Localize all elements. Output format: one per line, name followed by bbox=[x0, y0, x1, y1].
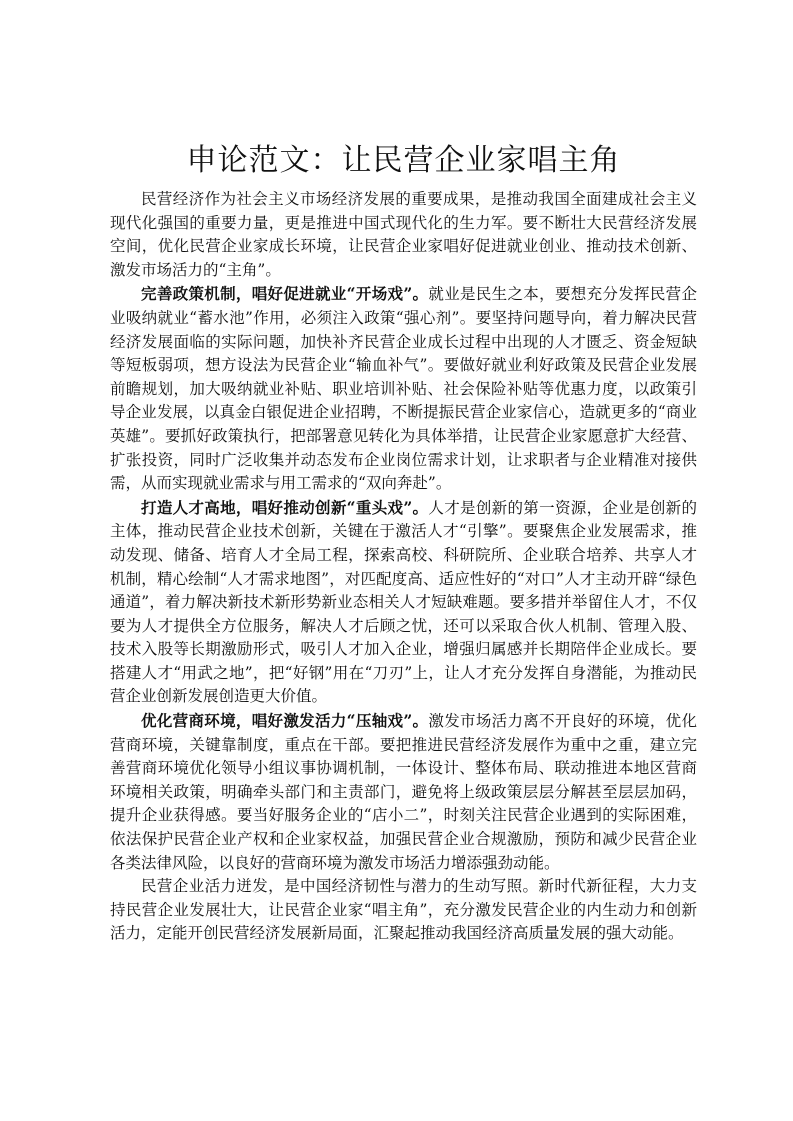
paragraph-text: 民营企业活力迸发，是中国经济韧性与潜力的生动写照。新时代新征程，大力支持民营企业发展壮大，让民营企业家“唱主角”，充分激发民营企业的内生动力和创新活力，定能开创民营经济发展新局面，汇聚起推动我国经济高质量发展的强大动能。 bbox=[110, 877, 697, 943]
paragraph-text: 激发市场活力离不开良好的环境，优化营商环境，关键靠制度，重点在干部。要把推进民营经济发展作为重中之重，建立完善营商环境优化领导小组议事协调机制，一体设计、整体布局、联动推进本地区营商环境相关政策，明确牵头部门和主责部门，避免将上级政策层层分解甚至层层加码，提升企业获得感。要当好服务企业的“店小二”，时刻关注民营企业遇到的实际困难，依法保护民营企业产权和企业家权益，加强民营企业合规激励，预防和减少民营企业各类法律风险，以良好的营商环境为激发市场活力增添强劲动能。 bbox=[110, 712, 697, 872]
section-paragraph-employment bbox=[110, 282, 697, 495]
section-heading-talent: 打造人才高地，唱好推动创新“重头戏”。 bbox=[141, 497, 429, 517]
paragraph-text: 就业是民生之本，要想充分发挥民营企业吸纳就业“蓄水池”作用，必须注入政策“强心剂”。要坚持问题导向，着力解决民营经济发展面临的实际问题，加快补齐民营企业成长过程中出现的人才匮乏、资金短缺等短板弱项，想方设法为民营企业“输血补气”。要做好就业利好政策及民营企业发展前瞻规划，加大吸纳就业补贴、职业培训补贴、社会保险补贴等优惠力度，以政策引导企业发展，以真金白银促进企业招聘，不断提振民营企业家信心，造就更多的“商业英雄”。要抓好政策执行，把部署意见转化为具体举措，让民营企业家愿意扩大经营、扩张投资，同时广泛收集并动态发布企业岗位需求计划，让求职者与企业精准对接供需，从而实现就业需求与用工需求的“双向奔赴”。 bbox=[110, 285, 697, 493]
article-body bbox=[110, 140, 697, 946]
article-title: 申论范文：让民营企业家唱主角 bbox=[186, 143, 621, 178]
section-heading-business-environment: 优化营商环境，唱好激发活力“压轴戏”。 bbox=[141, 711, 429, 731]
section-heading-employment: 完善政策机制，唱好促进就业“开场戏”。 bbox=[141, 284, 429, 304]
section-paragraph-talent bbox=[110, 496, 697, 709]
intro-paragraph bbox=[110, 188, 697, 282]
section-paragraph-business-environment bbox=[110, 709, 697, 875]
paragraph-text: 人才是创新的第一资源，企业是创新的主体，推动民营企业技术创新，关键在于激活人才“引擎”。要聚焦企业发展需求，推动发现、储备、培育人才全局工程，探索高校、科研院所、企业联合培养、共享人才机制，精心绘制“人才需求地图”，对匹配度高、适应性好的“对口”人才主动开辟“绿色通道”，着力解决新技术新形势新业态相关人才短缺难题。要多措并举留住人才，不仅要为人才提供全方位服务，解决人才后顾之忧，还可以采取合伙人机制、管理入股、技术入股等长期激励形式，吸引人才加入企业，增强归属感并长期陪伴企业成长。要搭建人才“用武之地”，把“好钢”用在“刀刃”上，让人才充分发挥自身潜能，为推动民营企业创新发展创造更大价值。 bbox=[110, 498, 697, 706]
paragraph-text: 民营经济作为社会主义市场经济发展的重要成果，是推动我国全面建成社会主义现代化强国的重要力量，更是推进中国式现代化的生力军。要不断壮大民营经济发展空间，优化民营企业家成长环境，让民营企业家唱好促进就业创业、推动技术创新、激发市场活力的“主角”。 bbox=[110, 190, 697, 279]
conclusion-paragraph bbox=[110, 875, 697, 946]
